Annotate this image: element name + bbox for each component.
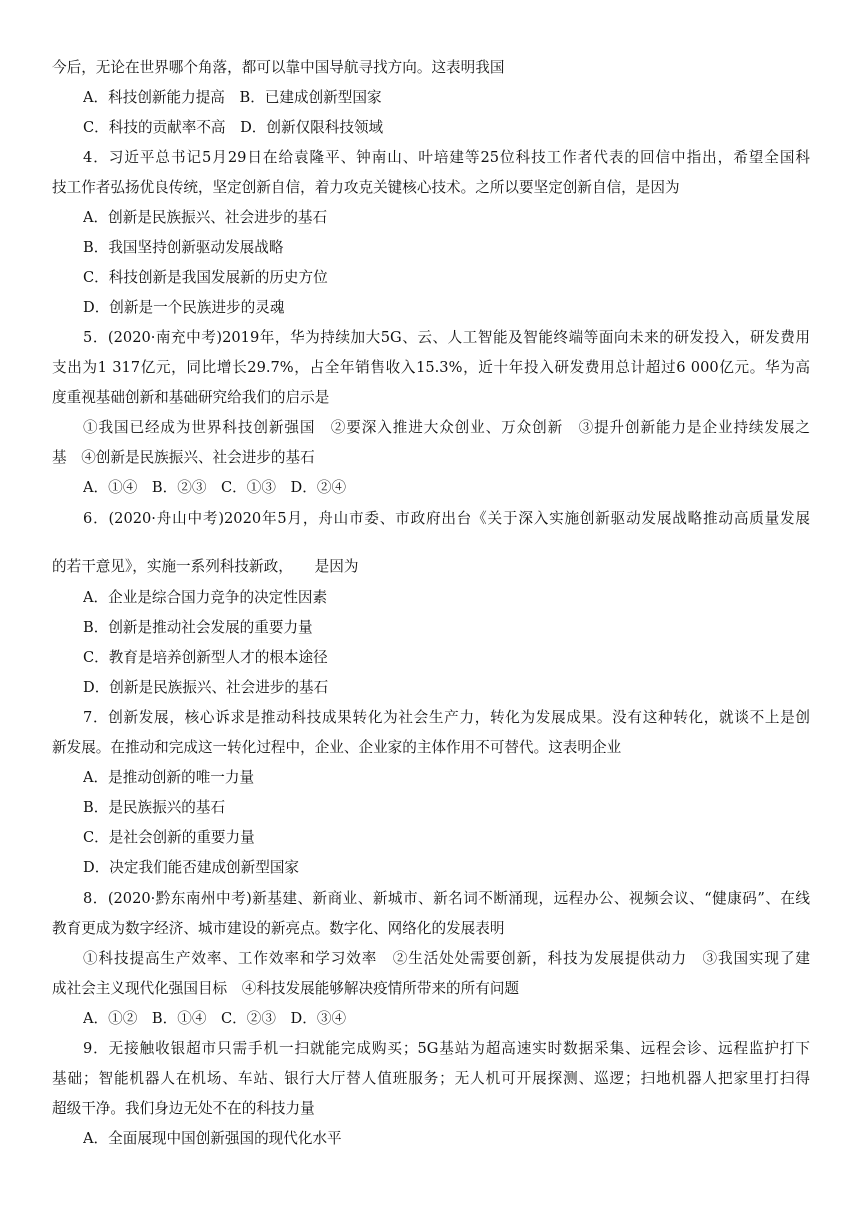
q6-option-d: D．创新是民族振兴、社会进步的基石 xyxy=(83,679,329,696)
q5-stem-line: 支出为1 317亿元，同比增长29.7%，占全年销售收入15.3%，近十年投入研发费用总计超过6 000亿元。华为高 xyxy=(52,359,810,376)
q6-stem-line: 6．(2020·舟山中考)2020年5月，舟山市委、市政府出台《关于深入实施创新驱动发展战略推动高质量发展 xyxy=(83,510,810,527)
q4-stem-line: 4．习近平总书记5月29日在给袁隆平、钟南山、叶培建等25位科技工作者代表的回信中指出，希望全国科 xyxy=(83,149,810,166)
q8-options: A．①② B．①④ C．②③ D．③④ xyxy=(83,1010,347,1027)
q5-stem-line: 5．(2020·南充中考)2019年，华为持续加大5G、云、人工智能及智能终端等面向未来的研发投入，研发费用 xyxy=(83,329,810,346)
q8-stem-line: 教育更成为数字经济、城市建设的新亮点。数字化、网络化的发展表明 xyxy=(52,920,505,937)
q9-stem-line: 9．无接触收银超市只需手机一扫就能完成购买；5G基站为超高速实时数据采集、远程会诊、远程监护打下 xyxy=(83,1040,810,1057)
q5-items-line: 基 ④创新是民族振兴、社会进步的基石 xyxy=(52,449,315,466)
q4-option-d: D．创新是一个民族进步的灵魂 xyxy=(83,299,285,316)
q7-stem-line: 7．创新发展，核心诉求是推动科技成果转化为社会生产力，转化为发展成果。没有这种转化，就谈不上是创 xyxy=(83,709,810,726)
q3-option-line: C．科技的贡献率不高 D．创新仅限科技领域 xyxy=(83,119,384,136)
q3-stem-line: 今后，无论在世界哪个角落，都可以靠中国导航寻找方向。这表明我国 xyxy=(52,59,505,76)
q8-items-line: ①科技提高生产效率、工作效率和学习效率 ②生活处处需要创新，科技为发展提供动力 ③我国实现了建 xyxy=(83,950,810,967)
q9-stem-line: 超级干净。我们身边无处不在的科技力量 xyxy=(52,1100,315,1117)
q6-option-b: B．创新是推动社会发展的重要力量 xyxy=(83,619,313,636)
q5-options: A．①④ B．②③ C．①③ D．②④ xyxy=(83,479,347,496)
q8-stem-line: 8．(2020·黔东南州中考)新基建、新商业、新城市、新名词不断涌现，远程办公、视频会议、“健康码”、在线 xyxy=(83,890,810,907)
q6-option-c: C．教育是培养创新型人才的根本途径 xyxy=(83,649,328,666)
q7-option-a: A．是推动创新的唯一力量 xyxy=(83,769,255,786)
q7-option-c: C．是社会创新的重要力量 xyxy=(83,829,255,846)
q9-option-a: A．全面展现中国创新强国的现代化水平 xyxy=(83,1130,342,1147)
q7-stem-line: 新发展。在推动和完成这一转化过程中，企业、企业家的主体作用不可替代。这表明企业 xyxy=(52,739,622,756)
q5-stem-line: 度重视基础创新和基础研究给我们的启示是 xyxy=(52,389,330,406)
q6-option-a: A．企业是综合国力竞争的决定性因素 xyxy=(83,589,328,606)
q7-option-b: B．是民族振兴的基石 xyxy=(83,799,226,816)
q6-stem-line: 的若干意见》，实施一系列科技新政， 是因为 xyxy=(52,558,359,575)
q4-stem-line: 技工作者弘扬优良传统，坚定创新自信，着力攻克关键核心技术。之所以要坚定创新自信，是因为 xyxy=(52,179,680,196)
q4-option-b: B．我国坚持创新驱动发展战略 xyxy=(83,239,284,256)
q4-option-c: C．科技创新是我国发展新的历史方位 xyxy=(83,269,328,286)
q8-items-line: 成社会主义现代化强国目标 ④科技发展能够解决疫情所带来的所有问题 xyxy=(52,980,520,997)
q7-option-d: D．决定我们能否建成创新型国家 xyxy=(83,859,300,876)
q5-items-line: ①我国已经成为世界科技创新强国 ②要深入推进大众创业、万众创新 ③提升创新能力是企业持续发展之 xyxy=(83,419,810,436)
q3-option-line: A．科技创新能力提高 B．已建成创新型国家 xyxy=(83,89,382,106)
q9-stem-line: 基础；智能机器人在机场、车站、银行大厅替人值班服务；无人机可开展探测、巡逻；扫地机器人把家里打扫得 xyxy=(52,1070,810,1087)
q4-option-a: A．创新是民族振兴、社会进步的基石 xyxy=(83,209,328,226)
